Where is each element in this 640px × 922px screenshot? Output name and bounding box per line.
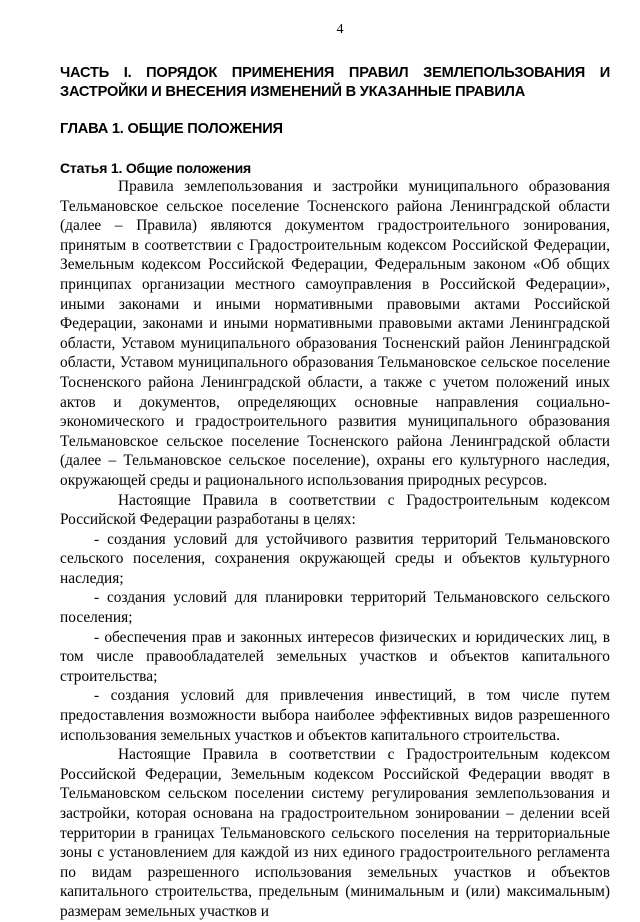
paragraph-zoning: Настоящие Правила в соответствии с Градостроительным кодексом Российской Федерации, Земельным кодексом Российской Федерации вводят в Тельмановском сельском поселении систему регулирования землепользования и застройки, которая основана на градостроительном зонировании – делении всей территории в границах Тельмановского сельского поселения на территориальные зоны с установлением для каждой из них единого градостроительного регламента по видам разрешенного использования земельных участков и объектов капитального строительства, предельным (минимальным и (или) максимальным) размерам земельных участков и xyxy=(60,746,610,920)
part-heading: ЧАСТЬ I. ПОРЯДОК ПРИМЕНЕНИЯ ПРАВИЛ ЗЕМЛЕПОЛЬЗОВАНИЯ И ЗАСТРОЙКИ И ВНЕСЕНИЯ ИЗМЕНЕНИЙ В УКАЗАННЫЕ ПРАВИЛА xyxy=(60,65,610,100)
chapter-heading: ГЛАВА 1. ОБЩИЕ ПОЛОЖЕНИЯ xyxy=(60,121,283,137)
goal-item: - создания условий для планировки территорий Тельмановского сельского поселения; xyxy=(60,589,610,627)
article-heading: Статья 1. Общие положения xyxy=(60,160,251,176)
paragraph-goals-lead: Настоящие Правила в соответствии с Градостроительным кодексом Российской Федерации разработаны в целях: xyxy=(60,491,610,529)
page-number: 4 xyxy=(336,22,344,37)
goal-item: - создания условий для устойчивого развития территорий Тельмановского сельского поселения, сохранения окружающей среды и объектов культурного наследия; xyxy=(60,530,610,587)
paragraph-intro: Правила землепользования и застройки муниципального образования Тельмановское сельское поселение Тосненского района Ленинградской области (далее – Правила) являются документом градостроительного зонирования, принятым в соответствии с Градостроительным кодексом Российской Федерации, Земельным кодексом Российской Федерации, Федеральным законом «Об общих принципах организации местного самоуправления в Российской Федерации», иными законами и иными нормативными правовыми актами Российской Федерации, законами и иными нормативными правовыми актами Ленинградской области, Уставом муниципального образования Тосненский район Ленинградской области, Уставом муниципального образования Тельмановское сельское поселение Тосненского района Ленинградской области, а также с учетом положений иных актов и документов, определяющих основные направления социально-экономического и градостроительного развития муниципального образования Тельмановское сельское поселение Тосненского района Ленинградской области (далее – Тельмановское сельское поселение), охраны его культурного наследия, окружающей среды и рационального использования природных ресурсов. xyxy=(60,178,610,489)
goal-item: - создания условий для привлечения инвестиций, в том числе путем предоставления возможности выбора наиболее эффективных видов разрешенного использования земельных участков и объектов капитального строительства. xyxy=(60,687,610,744)
goal-item: - обеспечения прав и законных интересов физических и юридических лиц, в том числе правообладателей земельных участков и объектов капитального строительства; xyxy=(60,628,610,685)
article-body xyxy=(60,177,610,922)
